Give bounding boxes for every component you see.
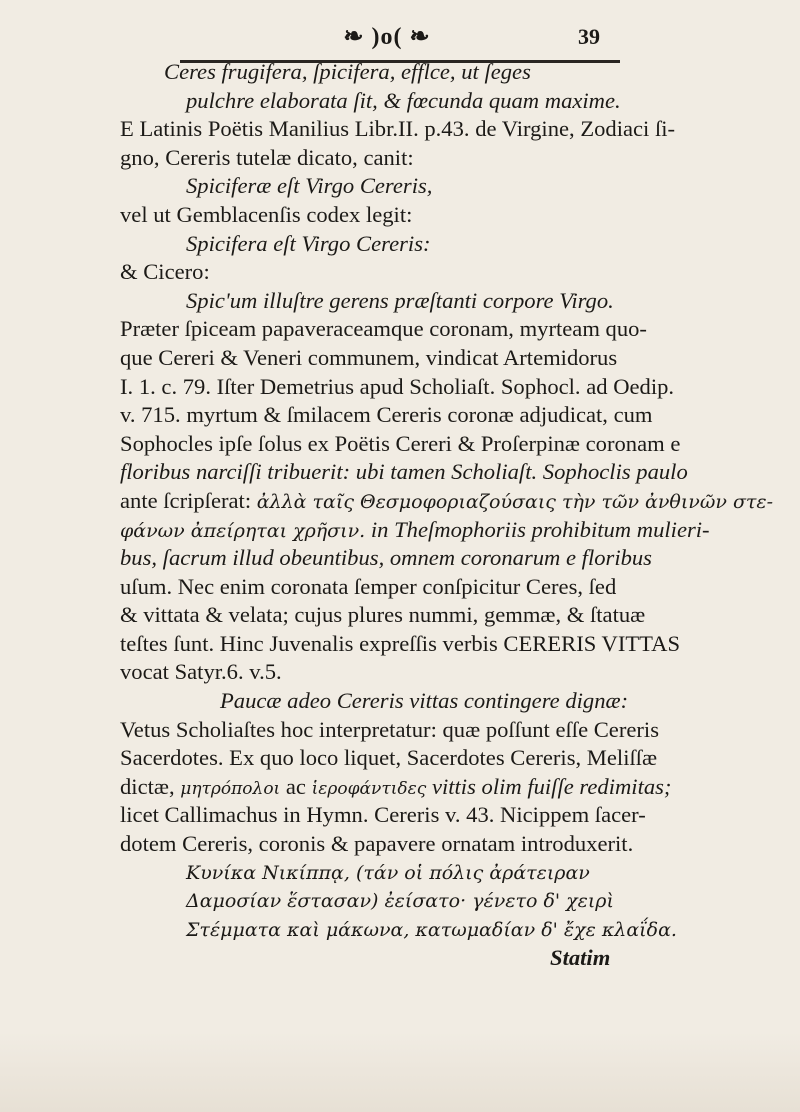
text-line: dotem Cereris, coronis & papavere ornatam introduxerit. xyxy=(120,831,634,857)
page-header xyxy=(0,22,800,62)
body-text xyxy=(120,58,774,973)
text-line: Sacerdotes. Ex quo loco liquet, Sacerdotes Cereris, Meliſſæ xyxy=(120,745,658,771)
greek-verse-line: Κυνίκα Νικίππᾳ, (τάν οἱ πόλις ἀράτειραν xyxy=(186,861,590,884)
greek-quote: ἀλλὰ ταῖς Θεσμοφοριαζούσαις τὴν τῶν ἀνθινῶν στε- xyxy=(256,490,774,513)
text-line: & Cicero: xyxy=(120,259,210,285)
text-segment: ac xyxy=(285,773,306,799)
text-line: vocat Satyr.6. v.5. xyxy=(120,659,282,685)
text-line: vel ut Gemblacenſis codex legit: xyxy=(120,201,413,227)
text-segment: ante ſcripſerat: xyxy=(120,487,252,513)
text-line: Vetus Scholiaſtes hoc interpretatur: quæ poſſunt eſſe Cereris xyxy=(120,716,659,742)
text-line: E Latinis Poëtis Manilius Libr.II. p.43. de Virgine, Zodiaci ſi- xyxy=(120,116,676,142)
verse-line: Paucæ adeo Cereris vittas contingere dignæ: xyxy=(220,688,629,714)
page-shadow xyxy=(0,1032,800,1112)
text-line xyxy=(120,487,774,516)
verse-line: Spic'um illuſtre gerens præſtanti corpore Virgo. xyxy=(186,287,614,313)
greek-word: ἱεροφάντιδες xyxy=(311,778,427,799)
text-line: Præter ſpiceam papaveraceamque coronam, myrteam quo- xyxy=(120,316,647,342)
text-line: que Cereri & Veneri communem, vindicat Artemidorus xyxy=(120,344,618,370)
text-segment: in Theſmophoriis prohibitum mulieri- xyxy=(370,516,710,542)
greek-verse-line: Στέμματα καὶ μάκωνα, κατωμαδίαν δ' ἔχε κλαΐδα. xyxy=(186,918,677,941)
text-line: gno, Cereris tutelæ dicato, canit: xyxy=(120,144,414,170)
text-line: & vittata & velata; cujus plures nummi, gemmæ, & ſtatuæ xyxy=(120,602,646,628)
text-line xyxy=(120,773,680,802)
text-segment: vittis olim fuiſſe redimitas; xyxy=(431,773,672,799)
verse-line: Spicifera eſt Virgo Cereris: xyxy=(186,230,431,256)
header-ornament: ❧ )o( ❧ xyxy=(343,24,431,50)
text-line: bus, ſacrum illud obeuntibus, omnem coronarum e floribus xyxy=(120,545,652,571)
text-line: uſum. Nec enim coronata ſemper conſpicitur Ceres, ſed xyxy=(120,573,617,599)
text-line: pulchre elaborata ſit, & fœcunda quam maxime. xyxy=(186,87,621,113)
text-segment: dictæ, xyxy=(120,773,175,799)
text-line: teſtes ſunt. Hinc Juvenalis expreſſis verbis CERERIS VITTAS xyxy=(120,630,681,656)
verse-line: Spiciferæ eſt Virgo Cereris, xyxy=(186,173,433,199)
catchword: Statim xyxy=(550,945,611,971)
text-line: v. 715. myrtum & ſmilacem Cereris coronæ adjudicat, cum xyxy=(120,402,653,428)
text-line: Ceres frugifera, ſpicifera, efflce, ut ſeges xyxy=(164,59,531,84)
text-line: floribus narciſſi tribuerit: ubi tamen Scholiaſt. Sophoclis paulo xyxy=(120,459,688,485)
greek-quote: φάνων ἀπείρηται χρῆσιν. xyxy=(120,519,366,542)
text-line xyxy=(120,516,710,545)
text-line: Sophocles ipſe ſolus ex Poëtis Cereri & Proſerpinæ coronam e xyxy=(120,430,681,456)
greek-verse-line: Δαμοσίαν ἕστασαν) ἐείσατο· γένετο δ' χειρὶ xyxy=(186,890,614,913)
text-line: I. 1. c. 79. Iſter Demetrius apud Scholiaſt. Sophocl. ad Oedip. xyxy=(120,373,675,399)
text-line: licet Callimachus in Hymn. Cereris v. 43. Nicippem ſacer- xyxy=(120,802,646,828)
page-number: 39 xyxy=(578,24,600,49)
greek-word: μητρόπολοι xyxy=(180,778,281,799)
